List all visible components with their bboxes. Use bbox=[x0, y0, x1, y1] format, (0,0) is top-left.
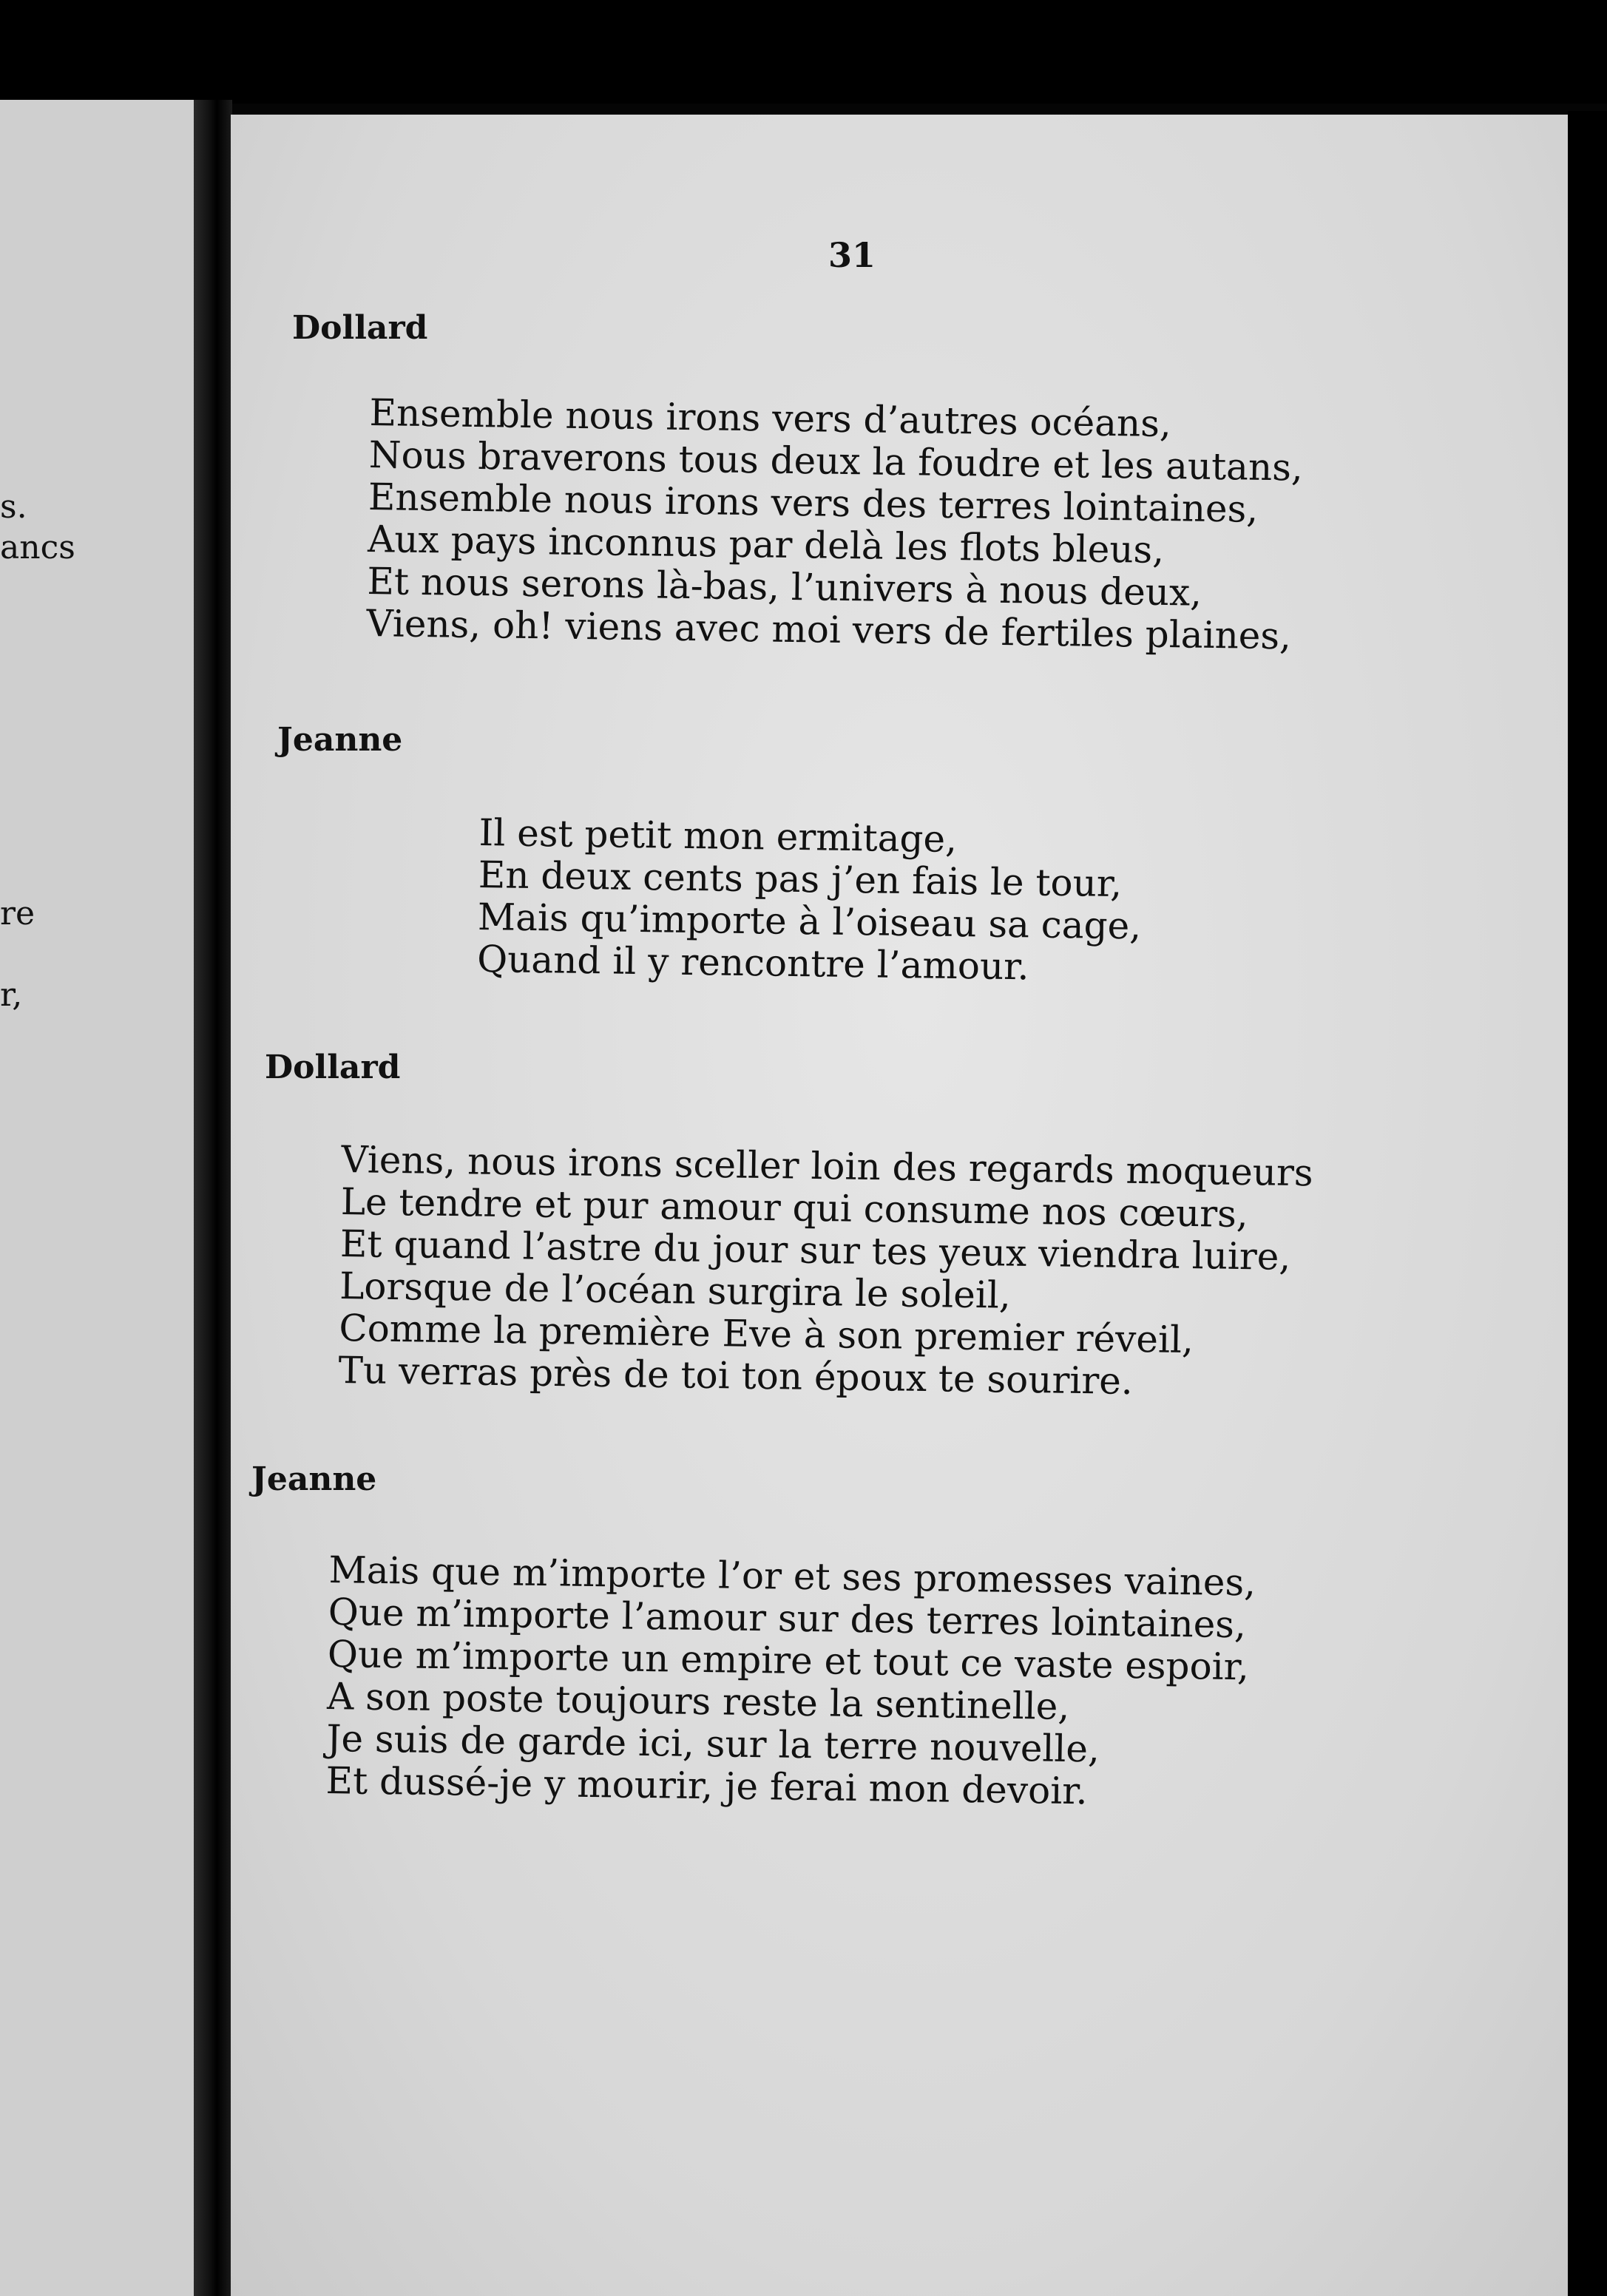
verse-line: Quand il y rencontre l’amour. bbox=[476, 937, 1029, 989]
verse-line: Je suis de garde ici, sur la terre nouvelle, bbox=[326, 1716, 1100, 1771]
left-page-edge bbox=[0, 100, 194, 2296]
verse-line: Le tendre et pur amour qui consume nos cœurs, bbox=[340, 1179, 1249, 1236]
verse-line: Lorsque de l’océan surgira le soleil, bbox=[339, 1264, 1012, 1317]
verse-line: Comme la première Eve à son premier réveil, bbox=[339, 1306, 1194, 1362]
verse-line: Ensemble nous irons vers des terres lointaines, bbox=[368, 475, 1259, 531]
verse-line: Et nous serons là-bas, l’univers à nous deux, bbox=[367, 559, 1202, 614]
verse-line: Mais que m’importe l’or et ses promesses vaines, bbox=[328, 1548, 1256, 1605]
scan-right-border bbox=[1568, 111, 1607, 2296]
verse-line: Mais qu’importe à l’oiseau sa cage, bbox=[477, 895, 1142, 948]
verse-line: Aux pays inconnus par delà les flots bleus, bbox=[367, 517, 1165, 572]
speaker-name: Jeanne bbox=[251, 1460, 377, 1498]
verse-line: Et dussé-je y mourir, je ferai mon devoir. bbox=[325, 1758, 1088, 1813]
verse-stanza bbox=[338, 1139, 1313, 1405]
verse-line: Il est petit mon ermitage, bbox=[478, 811, 958, 861]
verse-line: Ensemble nous irons vers d’autres océans, bbox=[369, 391, 1172, 446]
verse-stanza bbox=[477, 812, 1143, 990]
verse-line: En deux cents pas j’en fais le tour, bbox=[478, 853, 1123, 906]
verse-line: Et quand l’astre du jour sur tes yeux viendra luire, bbox=[339, 1222, 1291, 1279]
left-page-fragment: r, bbox=[0, 976, 23, 1014]
verse-line: Viens, oh! viens avec moi vers de fertiles plaines, bbox=[366, 601, 1292, 658]
page-number: 31 bbox=[828, 235, 876, 275]
verse-line: Tu verras près de toi ton époux te sourire. bbox=[338, 1348, 1134, 1403]
speaker-name: Jeanne bbox=[277, 721, 403, 759]
left-page-fragment: s. bbox=[0, 488, 27, 526]
speaker-name: Dollard bbox=[265, 1049, 401, 1086]
scan-top-border bbox=[0, 0, 1607, 104]
speaker-name: Dollard bbox=[292, 309, 428, 347]
verse-line: Nous braverons tous deux la foudre et les autans, bbox=[368, 433, 1304, 490]
left-page-fragment: ancs bbox=[0, 529, 75, 566]
verse-line: Que m’importe un empire et tout ce vaste espoir, bbox=[327, 1632, 1250, 1689]
verse-line: Que m’importe l’amour sur des terres lointaines, bbox=[328, 1590, 1247, 1647]
verse-stanza bbox=[325, 1549, 1256, 1815]
book-binding bbox=[194, 100, 232, 2296]
verse-line: A son poste toujours reste la sentinelle, bbox=[326, 1674, 1070, 1728]
verse-line: Viens, nous irons sceller loin des regards moqueurs bbox=[341, 1138, 1313, 1195]
left-page-fragment: re bbox=[0, 895, 35, 932]
verse-stanza bbox=[366, 392, 1304, 658]
